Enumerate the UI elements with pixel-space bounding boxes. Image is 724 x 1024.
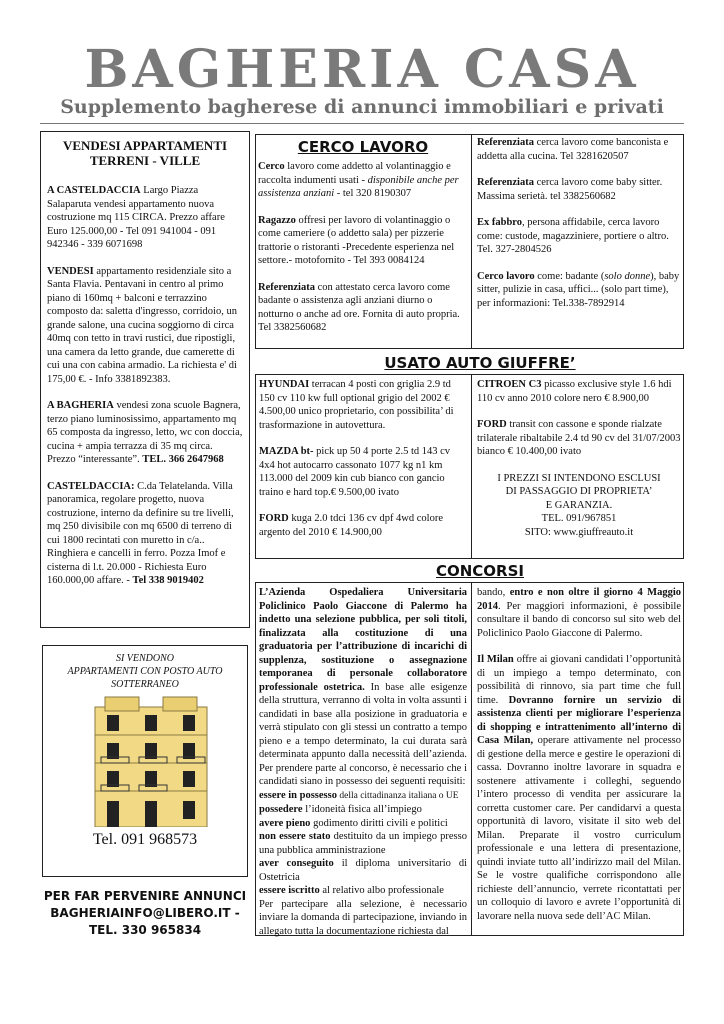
contest-instructions: Per partecipare alla selezione, è necessario inviare la domanda di partecipazione, inviando in allegato tutta la documentazione richiesta dal bbox=[259, 898, 467, 937]
car-ad-4: CITROEN C3 picasso exclusive style 1.6 hdi 110 cv anno 2010 colore nero € 8.900,00 bbox=[477, 379, 672, 404]
work-divider bbox=[471, 134, 472, 349]
car-ad-5: FORD transit con cassone e sponde rialzate trilaterale ribaltabile 2.4 td 90 cv del 31/07/2003 bianco € 10.400,00 ivato bbox=[477, 419, 681, 457]
contest-req-4: non essere stato destituito da un impiego presso una pubblica amministrazione bbox=[259, 831, 467, 856]
contest-hospital: L’Azienda Ospedaliera Universitaria Policlinico Paolo Giaccone di Palermo ha indetto una selezione pubblica, per soli titoli, finalizzata alla costituzione di una graduatoria per l’attribuzione di incarichi di supplenza, sostituzione o assegnazione temporanea di personale collaboratore professionale ostetrica. In base alle esigenze della struttura, verranno di volta in volta assunti i candidati in base alla posizione in graduatoria e verrà stipulato con gli stessi un contratto a tempo pieno e a tempo determinato, la cui durata sarà determinata appunto dalla necessità dell’azienda. Per prendere parte al concorso, è necessario che i candidati siano in possesso dei seguenti requisiti: bbox=[259, 587, 467, 787]
sale-ad-3: A BAGHERIA vendesi zona scuole Bagnera, terzo piano luminosissimo, appartamento mq 65 composta da ingresso, letto, wc con doccia, cucina + ampia terrazza di 35 mq circa. Prezzo “interessante”. TEL. 366 2647968 bbox=[47, 400, 243, 465]
sale-ad-4: CASTELDACCIA: C.da Telatelanda. Villa panoramica, regolare progetto, nuova costruzione, interno da definire su tre livelli, mq 250 divisibile con mq 6500 di terreno di cui 1800 recintati con muretto in c/a.. Ringhiera e cancelli in ferro. Pozza Imof e cisterna di l.t. 20.000 - Richiesta Euro 160.000,00 affare. - Tel 338 9019402 bbox=[47, 480, 234, 586]
contests-right-col bbox=[477, 586, 681, 923]
ad-line-1: SI VENDONO bbox=[115, 653, 175, 664]
work-ad-2: Ragazzo offresi per lavoro di volantinaggio o come cameriere (o addetto sala) per pizzerie trattorie o ristoranti -Precedente esperienza nel settore.- motofornito - Tel 393 0084124 bbox=[258, 214, 455, 266]
submit-ads-footer bbox=[42, 888, 248, 939]
cars-right-col bbox=[477, 378, 681, 539]
contests-heading: CONCORSI bbox=[435, 562, 524, 580]
sale-ad-2: VENDESI appartamento residenziale sito a Santa Flavia. Pentavani in centro al primo piano di 160mq + balconi e terrazzino composto da: saletta d'ingresso, corridoio, un grande salone, una cucina soggiorno di circa 40mq con tetto in travi rustici, due ripostigli, una camera da letto grande, due camerette di cui una con cabina armadio. La richiesta e' di 175,00 €. - Info 3381892383. bbox=[47, 265, 237, 385]
contest-req-6: essere iscritto al relativo albo professionale bbox=[259, 885, 444, 896]
footer-line-1: PER FAR PERVENIRE ANNUNCI bbox=[43, 889, 247, 903]
work-ad-3: Referenziata con attestato cerca lavoro come badante o assistenza agli anziani diurno o notturno o anche ad ore. Fornita di auto propria. Tel 3382560682 bbox=[258, 281, 460, 333]
work-left-col bbox=[258, 160, 466, 335]
cars-left-col bbox=[259, 378, 467, 539]
work-right-col bbox=[477, 136, 681, 310]
page-subtitle: Supplemento bagherese di annunci immobiliari e privati bbox=[60, 96, 664, 118]
contest-req-1: essere in possesso della cittadinanza italiana o UE bbox=[259, 789, 459, 801]
sale-ad-1: A CASTELDACCIA Largo Piazza Salaparuta vendesi appartamento nuova costruzione mq 115 CIRCA. Prezzo affare Euro 125.000,00 - Tel 091 941004 - 091 942346 - 339 6071698 bbox=[47, 185, 225, 250]
ad-line-3: SOTTERRANEO bbox=[111, 679, 179, 690]
apartment-ad-box bbox=[42, 645, 248, 877]
contest-req-5: aver conseguito il diploma universitario di Ostetricia bbox=[259, 858, 467, 883]
car-ad-2: MAZDA bt- pick up 50 4 porte 2.5 td 143 cv 4x4 hot autocarro cassonato 1077 kg n1 km 113.000 del 2009 kin cub bianco con gancio traino e hard top.€ 9.500,00 ivato bbox=[259, 446, 451, 498]
cars-divider bbox=[471, 374, 472, 559]
cars-heading: USATO AUTO GIUFFRE’ bbox=[384, 354, 576, 372]
contest-req-3: avere pieno godimento diritti civili e politici bbox=[259, 817, 448, 829]
contest-req-2: possedere l’idoneità fisica all’impiego bbox=[259, 804, 422, 815]
car-ad-1: HYUNDAI terracan 4 posti con griglia 2.9 td 150 cv 110 kw full optional grigio del 2002 € 4.500,00 unico proprietario, con possibilita’ di trasformazione in autovettura. bbox=[259, 379, 454, 431]
work-ad-7: Cerco lavoro come: badante (solo donne), baby sitter, pulizie in casa, uffici... (solo part time), per informazioni: Tel.338-7892914 bbox=[477, 270, 680, 309]
sales-box bbox=[40, 131, 250, 628]
page-title: BAGHERIA CASA bbox=[84, 39, 640, 100]
footer-phone: TEL. 330 965834 bbox=[88, 923, 202, 937]
work-ad-4: Referenziata cerca lavoro come banconista e addetta alla cucina. Tel 3281620507 bbox=[477, 137, 669, 162]
masthead bbox=[0, 39, 724, 118]
header-rule bbox=[40, 123, 684, 124]
car-ad-3: FORD kuga 2.0 tdci 136 cv dpf 4wd colore argento del 2010 € 14.900,00 bbox=[259, 513, 444, 538]
work-ad-6: Ex fabbro, persona affidabile, cerca lavoro come: custode, magazziniere, portiere o altro. Tel. 327-2804526 bbox=[477, 217, 669, 255]
contest-milan: Il Milan offre ai giovani candidati l’opportunità di un impiego a tempo determinato, con possibilità di rinnovo, sia part time che full time. Dovranno fornire un servizio di assistenza clienti per migliorare l’esperienza di shopping e intrattenimento all’interno di Casa Milan, operare attivamente nel processo di gestione della merce e gestire le operazioni di cassa. Dovranno inoltre lavorare in squadra e sostenere attivamente i colleghi, seguendo l’intero processo di vendita per assicurare la corretta customer care. Per candidarvi a questa opportunità di lavoro, visitate il sito web del Milan. Preparate il vostro curriculum professionale e una lettera di presentazione, quindi inviate tutto all’indirizzo mail del Milan. Se le vostre qualifiche corrispondono alle richieste dell’annuncio, verrete ricontattati per un colloquio di lavoro e avrete l’opportunità di lavorare nella nuova sede dell’AC Milan. bbox=[477, 654, 681, 922]
footer-email: BAGHERIAINFO@LIBERO.IT - bbox=[50, 906, 240, 920]
contests-left-col bbox=[259, 586, 467, 938]
ad-line-2: APPARTAMENTI CON POSTO AUTO bbox=[67, 666, 223, 677]
sales-title: VENDESI APPARTAMENTI TERRENI - VILLE bbox=[62, 138, 228, 168]
contests-divider bbox=[471, 582, 472, 936]
cars-notice: I PREZZI SI INTENDONO ESCLUSI DI PASSAGGIO DI PROPRIETA’ E GARANZIA. TEL. 091/967851 SITO: www.giuffreauto.it bbox=[497, 472, 661, 538]
work-heading: CERCO LAVORO bbox=[297, 138, 429, 156]
work-ad-1: Cerco lavoro come addetto al volantinaggio e raccolta indumenti usati - disponibile anche per assistenza anziani - tel 320 8190307 bbox=[258, 161, 459, 199]
ad-phone: Tel. 091 968573 bbox=[92, 831, 198, 848]
contest-deadline: bando, entro e non oltre il giorno 4 Maggio 2014. Per maggiori informazioni, è possibile consultare il bando di concorso sul sito web del Policlinico Paolo Giaccone di Palermo. bbox=[477, 587, 681, 639]
work-ad-5: Referenziata cerca lavoro come baby sitter. Massima serietà. tel 3382560682 bbox=[477, 177, 663, 202]
building-illustration bbox=[43, 695, 247, 827]
